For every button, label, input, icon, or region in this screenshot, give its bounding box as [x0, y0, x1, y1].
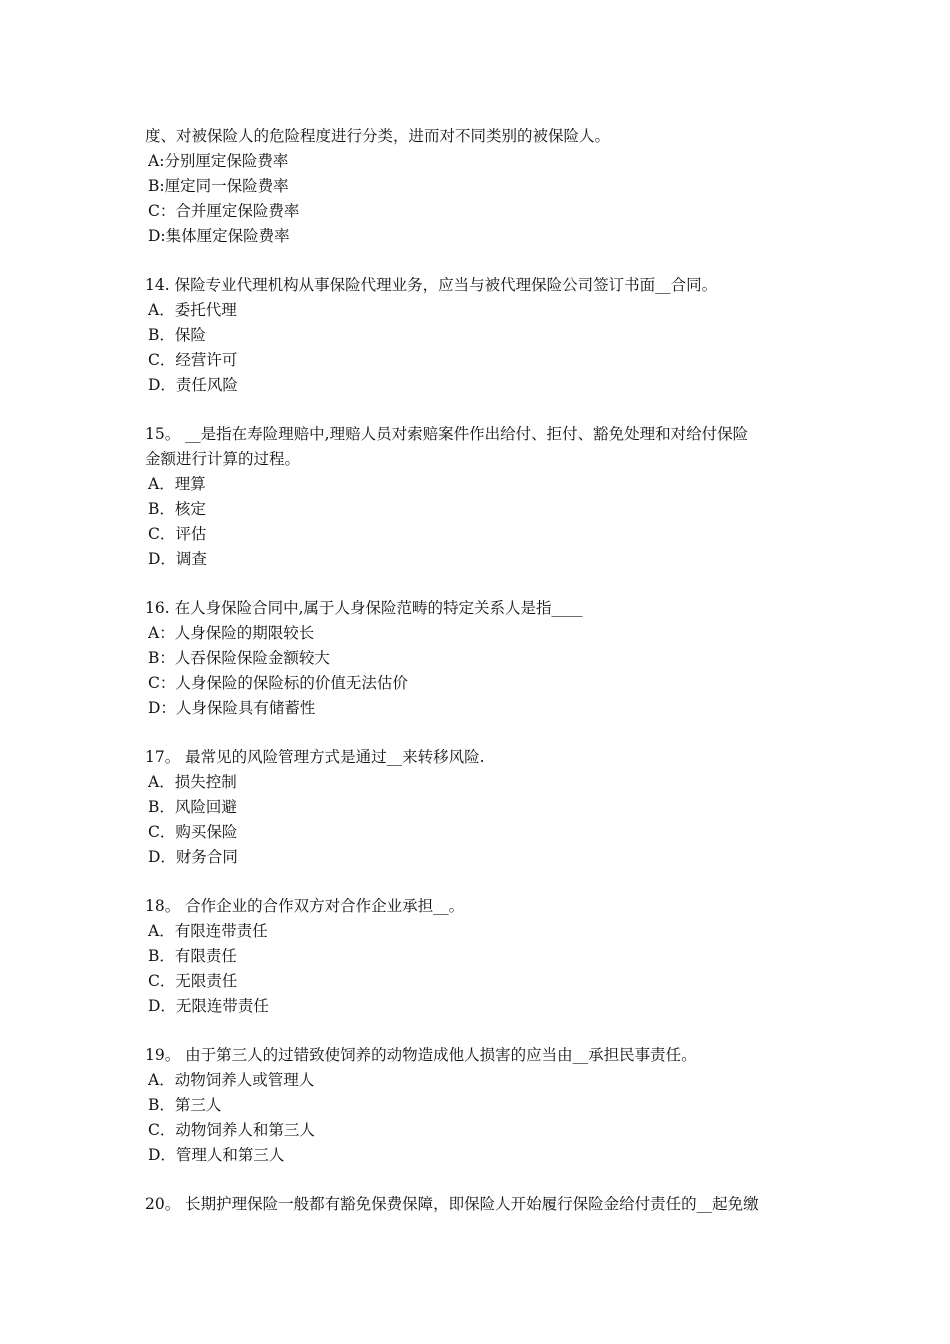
question-list: [145, 124, 815, 1217]
option-a: A．有限连带责任: [148, 922, 268, 940]
option-c: C．购买保险: [148, 823, 238, 841]
spacer: [145, 721, 815, 745]
option-c: C．经营许可: [148, 351, 238, 369]
option-a: A．损失控制: [148, 773, 237, 791]
option-a: A:分别厘定保险费率: [148, 152, 289, 170]
question-text: 17。 最常见的风险管理方式是通过__来转移风险.: [145, 748, 485, 766]
option-d: D．无限连带责任: [148, 997, 269, 1015]
option-d: D．财务合同: [148, 848, 238, 866]
question-13-continuation: [145, 124, 815, 249]
question-text: 20。 长期护理保险一般都有豁免保费保障，即保险人开始履行保险金给付责任的__起免缴: [145, 1195, 759, 1213]
option-a: A．委托代理: [148, 301, 237, 319]
option-a: A．动物饲养人或管理人: [148, 1071, 315, 1089]
option-c: C：人身保险的保险标的价值无法估价: [148, 674, 408, 692]
spacer: [145, 572, 815, 596]
option-d: D：人身保险具有储蓄性: [148, 699, 316, 717]
question-19: [145, 1043, 815, 1168]
option-c: C：合并厘定保险费率: [148, 202, 300, 220]
spacer: [145, 398, 815, 422]
question-text: 15。 __是指在寿险理赔中,理赔人员对索赔案件作出给付、拒付、豁免处理和对给付保险: [145, 425, 749, 443]
question-text: 18。 合作企业的合作双方对合作企业承担__。: [145, 897, 465, 915]
option-b: B．第三人: [148, 1096, 222, 1114]
spacer: [145, 1168, 815, 1192]
question-14: [145, 273, 815, 398]
option-d: D:集体厘定保险费率: [148, 227, 290, 245]
option-d: D．调查: [148, 550, 207, 568]
option-b: B．核定: [148, 500, 206, 518]
option-a: A．理算: [148, 475, 206, 493]
question-16: [145, 596, 815, 721]
question-18: [145, 894, 815, 1019]
option-c: C．无限责任: [148, 972, 238, 990]
option-b: B:厘定同一保险费率: [148, 177, 289, 195]
spacer: [145, 1019, 815, 1043]
question-text: 16. 在人身保险合同中,属于人身保险范畴的特定关系人是指____: [145, 599, 583, 617]
option-d: D．管理人和第三人: [148, 1146, 285, 1164]
option-d: D．责任风险: [148, 376, 238, 394]
option-b: B．有限责任: [148, 947, 237, 965]
question-15: [145, 422, 815, 572]
spacer: [145, 870, 815, 894]
question-text: 度、对被保险人的危险程度进行分类，进而对不同类别的被保险人。: [145, 127, 611, 145]
option-b: B．保险: [148, 326, 206, 344]
question-20: [145, 1192, 815, 1217]
option-c: C．评估: [148, 525, 207, 543]
option-b: B：人吞保险保险金额较大: [148, 649, 330, 667]
question-text-continued: 金额进行计算的过程。: [145, 450, 301, 468]
question-17: [145, 745, 815, 870]
option-c: C．动物饲养人和第三人: [148, 1121, 315, 1139]
option-b: B．风险回避: [148, 798, 237, 816]
question-text: 19。 由于第三人的过错致使饲养的动物造成他人损害的应当由__承担民事责任。: [145, 1046, 697, 1064]
question-text: 14. 保险专业代理机构从事保险代理业务，应当与被代理保险公司签订书面__合同。: [145, 276, 718, 294]
spacer: [145, 249, 815, 273]
option-a: A：人身保险的期限较长: [148, 624, 315, 642]
